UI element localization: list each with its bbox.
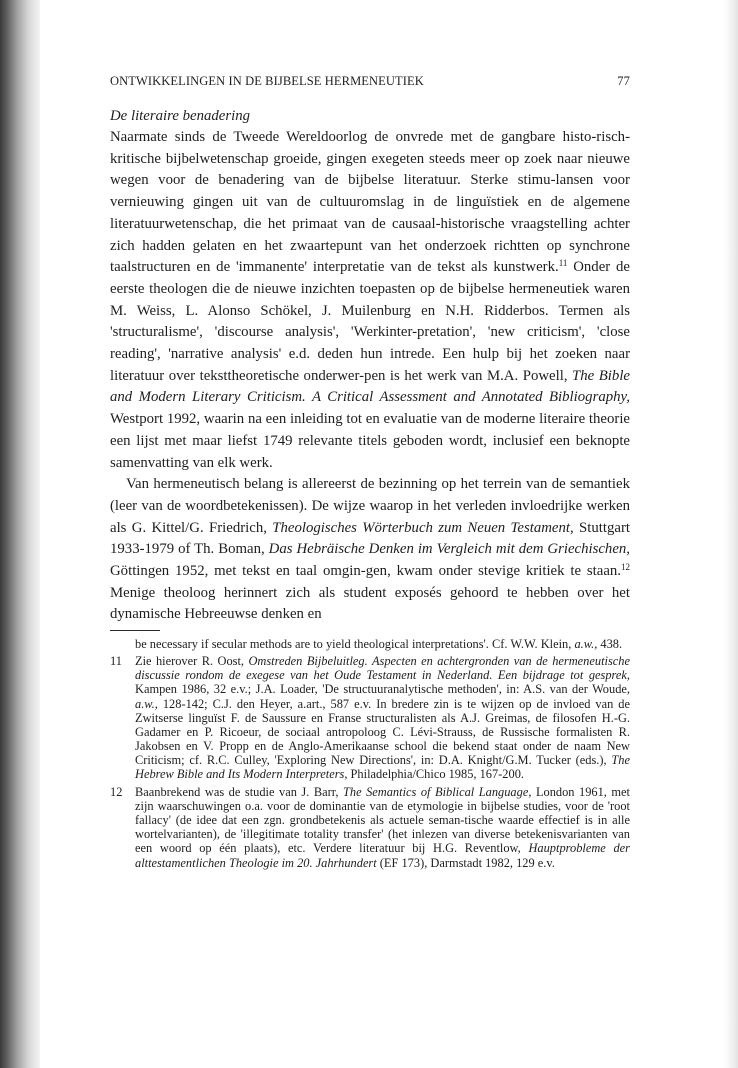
fn11-text-4: Philadelphia/Chico 1985, 167-200. [347, 767, 524, 782]
footnote-ref-11: 11 [558, 258, 568, 269]
fn12-title-barr: The Semantics of Biblical Language, [342, 785, 532, 800]
fn12-text-3: (EF 173), Darmstadt 1982, 129 e.v. [376, 855, 555, 870]
footnote-continuation [110, 637, 630, 651]
footnote-divider [110, 630, 160, 631]
page-edge-shadow [724, 0, 738, 1068]
paragraph-2-text-4: Menige theoloog herinnert zich als student exposés gehoord te hebben over het dynamische Hebreeuwse denken en [110, 584, 630, 623]
footnote-continuation-text-2: 438. [597, 637, 623, 652]
fn11-text-3: 128-142; C.J. den Heyer, a.art., 587 e.v. In bredere zin is te wijzen op de invloed van de Zwitserse linguïst F. de Saussure en Franse structuralisten als A.J. Greimas, de filosofen H.-G. Gadamer en P. Ricoeur, de sociaal antropoloog C. Lévi-Strauss, de Russische formalisten R. Jakobsen en V. Propp en de Anglo-Amerikaanse school die bekend staat onder de naam New Criticism; cf. R.C. Culley, 'Exploring New Directions', in: D.A. Knight/G.M. Tucker (eds.), [135, 696, 630, 767]
footnotes [110, 637, 630, 870]
fn12-title-reventlow: Hauptprobleme der alttestamentlichen Theologie im 20. Jahrhundert [135, 841, 630, 870]
paragraph-2-text: Van hermeneutisch belang is allereerst de bezinning op het terrein van de semantiek (leer van de woordbetekenissen). De wijze waarop in het verleden invloedrijke werken als G. Kittel/G. Friedrich, [110, 476, 630, 536]
paragraph-2-text-3: Göttingen 1952, met tekst en taal omgin-gen, kwam onder stevige kritiek te staan. [110, 563, 621, 580]
footnote-continuation-italic: a.w., [574, 637, 598, 652]
paragraph-2 [110, 474, 630, 626]
page-number: 77 [617, 74, 630, 88]
section-title: De literaire benadering [110, 108, 250, 124]
fn11-italic-aw: a.w., [135, 696, 158, 711]
book-title-powell: The Bible and Modern Literary Criticism. A Critical Assessment and Annotated Bibliography, [110, 367, 630, 406]
running-header [110, 74, 630, 89]
fn11-text-1: Zie hierover R. Oost, [135, 654, 249, 669]
footnote-11-number: 11 [110, 654, 122, 669]
footnote-11-text [135, 654, 630, 781]
footnote-continuation-text: be necessary if secular methods are to yield theological interpretations'. Cf. W.W. Klein, [135, 637, 575, 652]
footnote-12-text [135, 785, 630, 870]
fn11-title-oost: Omstreden Bijbeluitleg. Aspecten en achtergronden van de hermeneutische discussie rondom de exegese van het Oude Testament in Nederland. Een bijdrage tot gesprek, [135, 654, 630, 683]
footnote-ref-12: 12 [621, 562, 630, 573]
fn12-text-2: London 1961, met zijn waarschuwingen o.a. voor de dominantie van de etymologie in bijbelse studies, voor de 'root fallacy' (de idee dat een zgn. grondbetekenis als actuele seman-tische waarde effectief is in alle wortelvarianten), de 'illegitimate totality transfer' (het inlezen van diverse betekenisvarianten van een woord op één plaats), etc. Verdere literatuur bij H.G. Reventlow, [135, 785, 630, 856]
fn11-title-hebrew-bible: The Hebrew Bible and Its Modern Interpreters, [135, 752, 630, 782]
fn11-text-2: Kampen 1986, 32 e.v.; J.A. Loader, 'De structuuranalytische methoden', in: A.S. van der Woude, [135, 682, 630, 697]
book-title-boman: Das Hebräische Denken im Vergleich mit dem Griechischen, [268, 541, 630, 558]
book-page [110, 74, 630, 874]
book-spine-shadow [0, 0, 40, 1068]
paragraph-1-text-2: Onder de eerste theologen die de nieuwe inzichten toepasten op de bijbelse hermeneutiek waren M. Weiss, L. Alonso Schökel, J. Muilenburg en N.H. Ridderbos. Termen als 'structuralisme', 'discourse analysis', 'Werkinter-pretation', 'new criticism', 'close reading', 'narrative analysis' e.d. deden hun intrede. Een hulp bij het zoeken naar literatuur over teksttheoretische onderwer-pen is het werk van M.A. Powell, [110, 259, 630, 384]
footnote-11 [110, 654, 630, 781]
paragraph-1 [110, 127, 630, 474]
paragraph-1-text-3: Westport 1992, waarin na een inleiding tot en evaluatie van de moderne literaire theorie een lijst met maar liefst 1749 relevante titels geboden wordt, inclusief een beknopte samenvatting van elk werk. [110, 411, 630, 471]
running-title: ONTWIKKELINGEN IN DE BIJBELSE HERMENEUTIEK [110, 74, 424, 88]
book-title-kittel: Theologisches Wörterbuch zum Neuen Testament, [272, 519, 574, 536]
body-text [110, 127, 630, 626]
fn12-text-1: Baanbrekend was de studie van J. Barr, [135, 785, 343, 800]
footnote-12-number: 12 [110, 785, 123, 800]
paragraph-1-text: Naarmate sinds de Tweede Wereldoorlog de onvrede met de gangbare histo-risch-kritische bijbelwetenschap groeide, gingen exegeten steeds meer op zoek naar nieuwe wegen voor de benadering van de bijbelse literatuur. Sterke stimu-lansen voor vernieuwing gingen uit van de cultuuromslag in de linguïstiek en de algemene literatuurwetenschap, die het primaat van de causaal-historische vraagstelling achter zich hadden gelaten en het zwaartepunt van het onderzoek richtten op synchrone taalstructuren en de 'immanente' interpretatie van de tekst als kunstwerk. [110, 129, 630, 276]
footnote-12 [110, 785, 630, 870]
paragraph-2-text-2: Stuttgart 1933-1979 of Th. Boman, [110, 519, 630, 558]
